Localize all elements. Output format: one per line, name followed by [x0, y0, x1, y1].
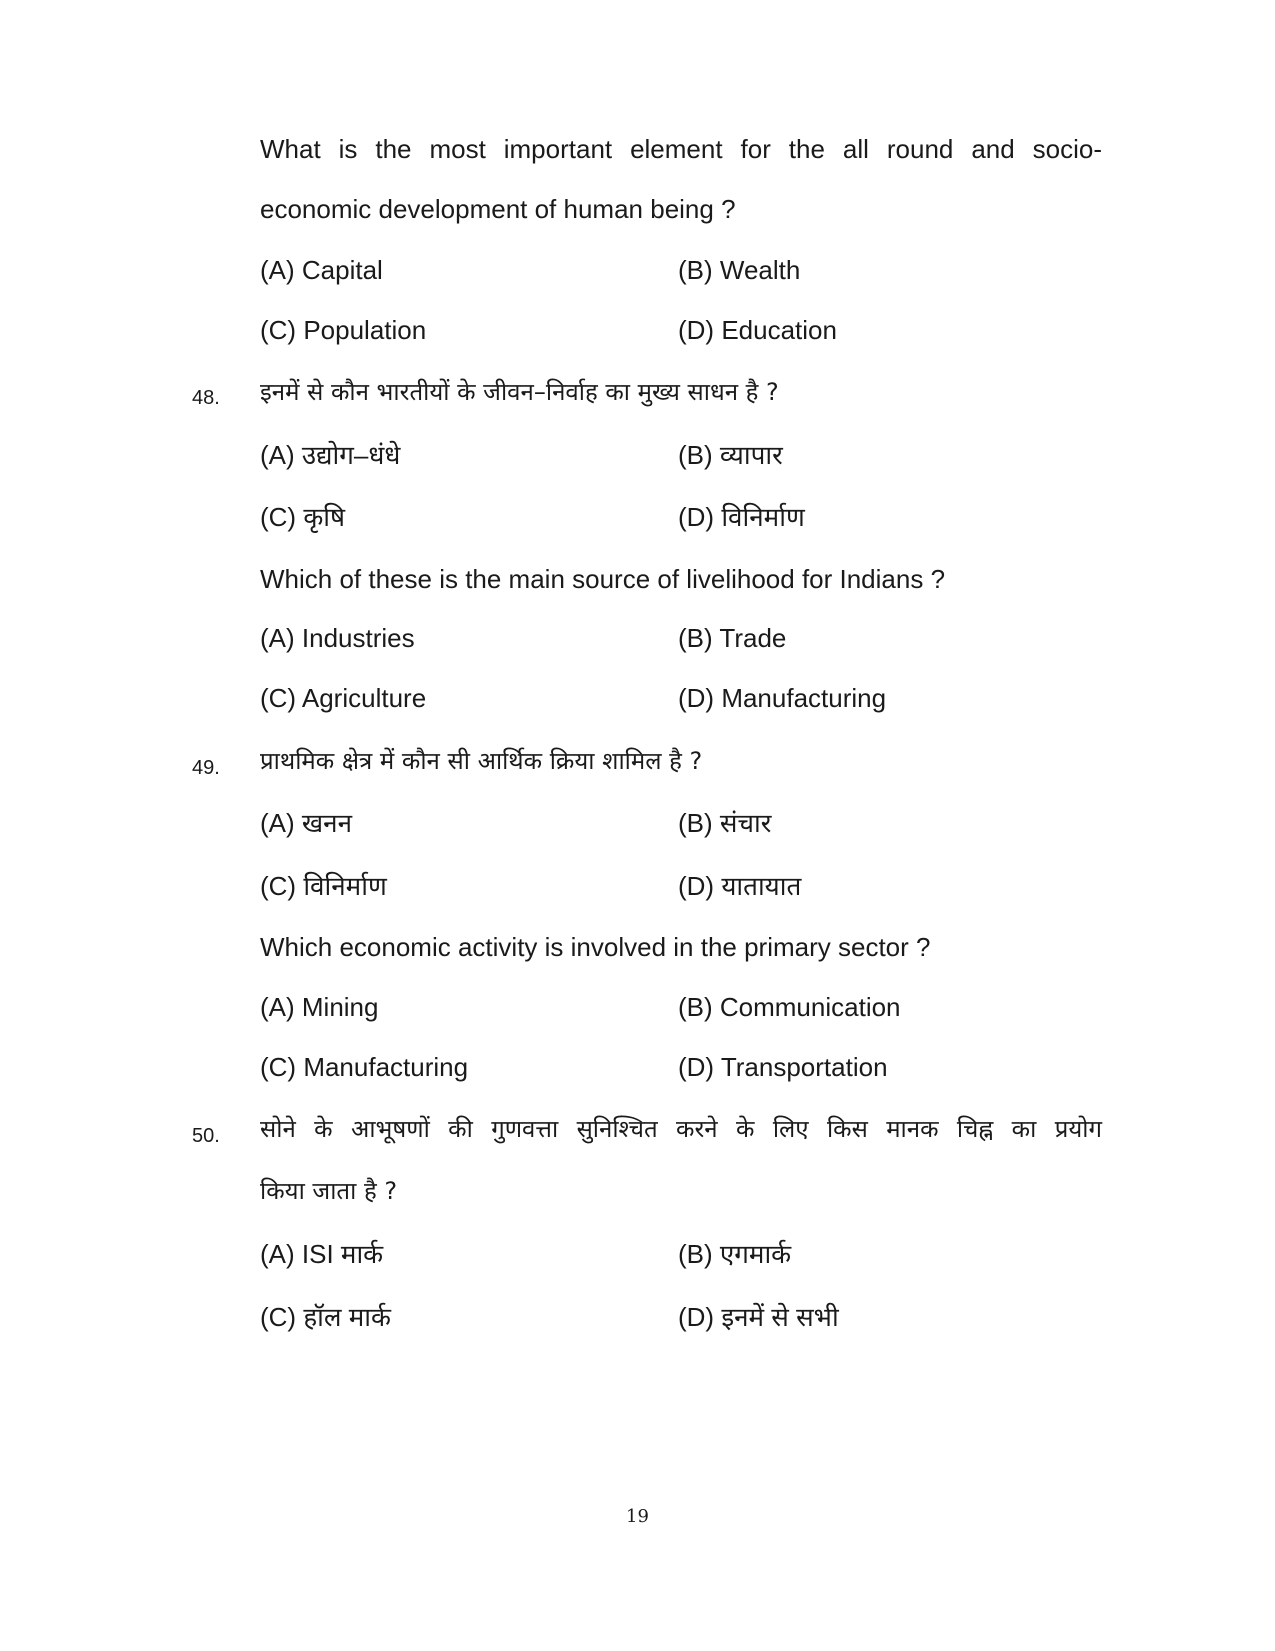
- q49-hindi-option-a-text: (A) खनन: [260, 808, 353, 838]
- q48-hindi-option-d-text: (D) विनिर्माण: [678, 502, 805, 532]
- q50-hindi-option-a: [260, 1238, 383, 1270]
- q47-question-line-1: What is the most important element for the all round and socio-: [260, 134, 1102, 164]
- q47-option-b: (B) Wealth: [678, 255, 801, 285]
- q50-hindi-option-c: [260, 1301, 391, 1333]
- q49-option-b: (B) Communication: [678, 992, 901, 1022]
- q49-hindi-option-c-text: (C) विनिर्माण: [260, 871, 387, 901]
- q48-hindi-option-b-text: (B) व्यापार: [678, 440, 783, 470]
- q48-hindi-question: इनमें से कौन भारतीयों के जीवन–निर्वाह का मुख्य साधन है ?: [260, 378, 779, 406]
- q50-hindi-question-line-1: सोने के आभूषणों की गुणवत्ता सुनिश्चित करने के लिए किस मानक चिह्न का प्रयोग: [260, 1115, 1102, 1143]
- q49-number: 49.: [192, 757, 220, 779]
- q49-hindi-question: प्राथमिक क्षेत्र में कौन सी आर्थिक क्रिया शामिल है ?: [260, 747, 703, 775]
- q47-option-a: (A) Capital: [260, 255, 383, 285]
- q50-hindi-question-line-2: किया जाता है ?: [260, 1177, 398, 1205]
- q48-hindi-option-c: [260, 501, 345, 533]
- q48-option-a: (A) Industries: [260, 623, 415, 653]
- q48-hindi-option-c-text: (C) कृषि: [260, 502, 346, 532]
- q50-hindi-option-b: [678, 1238, 791, 1270]
- q49-option-d: (D) Transportation: [678, 1052, 888, 1082]
- q48-hindi-option-a-text: (A) उद्योग–धंधे: [260, 440, 401, 470]
- q50-number: 50.: [192, 1125, 220, 1147]
- q50-hindi-option-d: [678, 1301, 839, 1333]
- q47-option-d: (D) Education: [678, 315, 837, 345]
- q47-option-c: (C) Population: [260, 315, 427, 345]
- q49-hindi-option-d: [678, 870, 801, 902]
- q49-hindi-option-c: [260, 870, 387, 902]
- q50-hindi-option-c-text: (C) हॉल मार्क: [260, 1302, 391, 1332]
- q48-english-question: Which of these is the main source of livelihood for Indians ?: [260, 564, 946, 594]
- q48-hindi-option-a: [260, 439, 400, 471]
- q48-option-b: (B) Trade: [678, 623, 787, 653]
- q50-hindi-option-d-text: (D) इनमें से सभी: [678, 1302, 839, 1332]
- q49-hindi-option-a: [260, 807, 352, 839]
- page-number: 19: [626, 1506, 649, 1527]
- q48-option-d: (D) Manufacturing: [678, 683, 887, 713]
- q47-question-line-2: economic development of human being ?: [260, 194, 736, 224]
- q48-option-c: (C) Agriculture: [260, 683, 427, 713]
- q49-english-question: Which economic activity is involved in the primary sector ?: [260, 932, 931, 962]
- q48-hindi-option-b: [678, 439, 783, 471]
- q48-hindi-option-d: [678, 501, 805, 533]
- q48-number: 48.: [192, 387, 220, 409]
- q49-option-a: (A) Mining: [260, 992, 379, 1022]
- q49-hindi-option-d-text: (D) यातायात: [678, 871, 802, 901]
- q49-hindi-option-b: [678, 807, 771, 839]
- q49-option-c: (C) Manufacturing: [260, 1052, 469, 1082]
- q50-hindi-option-b-text: (B) एगमार्क: [678, 1239, 792, 1269]
- q49-hindi-option-b-text: (B) संचार: [678, 808, 772, 838]
- q50-hindi-option-a-text: (A) ISI मार्क: [260, 1239, 384, 1269]
